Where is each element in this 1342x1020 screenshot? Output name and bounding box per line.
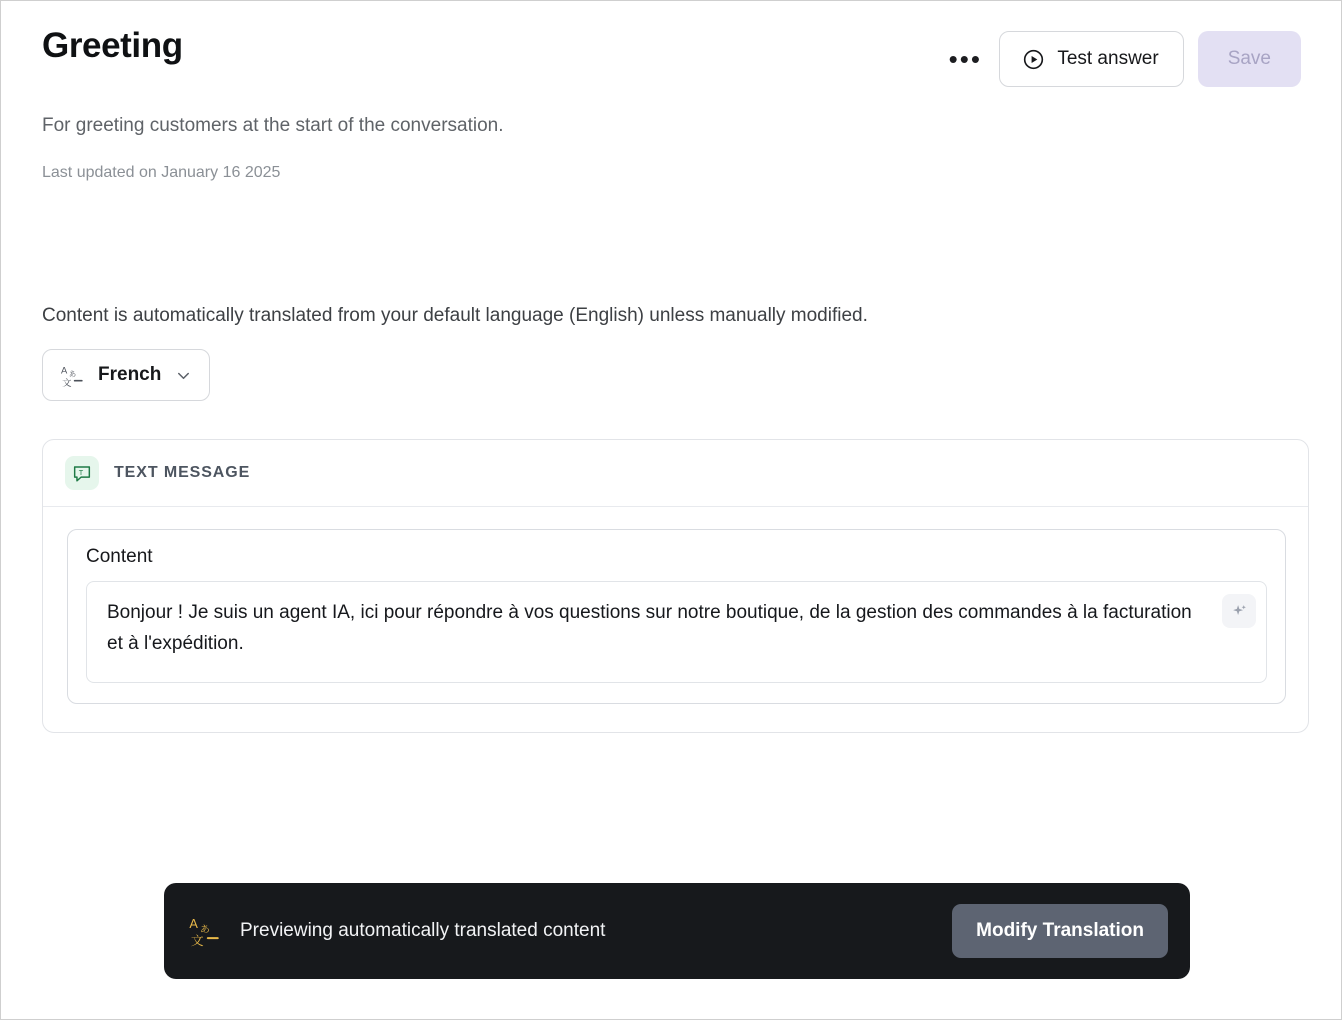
translation-note: Content is automatically translated from your default language (English) unless manually modified.	[42, 305, 868, 326]
play-icon	[1022, 48, 1045, 71]
translate-icon-toast	[188, 914, 222, 948]
text-message-icon	[65, 456, 99, 490]
sparkle-icon[interactable]	[1222, 594, 1256, 628]
svg-text:A: A	[61, 364, 68, 375]
chevron-down-icon	[174, 366, 193, 385]
toast-message: Previewing automatically translated content	[240, 920, 606, 941]
content-textarea[interactable]	[86, 581, 1267, 683]
translate-icon	[60, 363, 85, 388]
test-answer-label: Test answer	[1057, 48, 1159, 69]
page-header	[1, 1, 1341, 87]
svg-text:あ: あ	[200, 924, 210, 936]
last-updated-text: Last updated on January 16 2025	[42, 164, 281, 181]
svg-text:A: A	[189, 916, 198, 932]
header-actions	[945, 31, 1301, 87]
language-selector[interactable]	[42, 349, 210, 401]
svg-text:T: T	[78, 468, 84, 478]
translation-toast	[164, 883, 1190, 979]
card-body	[43, 507, 1308, 732]
test-answer-button[interactable]	[999, 31, 1183, 87]
svg-text:文: 文	[62, 377, 72, 388]
message-card	[42, 439, 1309, 733]
content-field-label: Content	[86, 546, 153, 567]
card-header	[43, 440, 1308, 507]
card-type-label: TEXT MESSAGE	[114, 464, 251, 481]
page-title: Greeting	[42, 26, 183, 65]
svg-text:あ: あ	[68, 369, 77, 379]
language-name: French	[98, 364, 162, 385]
more-options-icon[interactable]: •••	[945, 39, 985, 79]
content-value: Bonjour ! Je suis un agent IA, ici pour répondre à vos questions sur notre boutique, de la gestion des commandes à la facturation et à l'expédition.	[107, 602, 1192, 654]
page-subtitle: For greeting customers at the start of the conversation.	[42, 115, 504, 136]
content-field	[67, 529, 1286, 704]
svg-text:文: 文	[190, 933, 204, 948]
save-button[interactable]: Save	[1198, 31, 1301, 87]
modify-translation-button[interactable]: Modify Translation	[952, 904, 1168, 958]
